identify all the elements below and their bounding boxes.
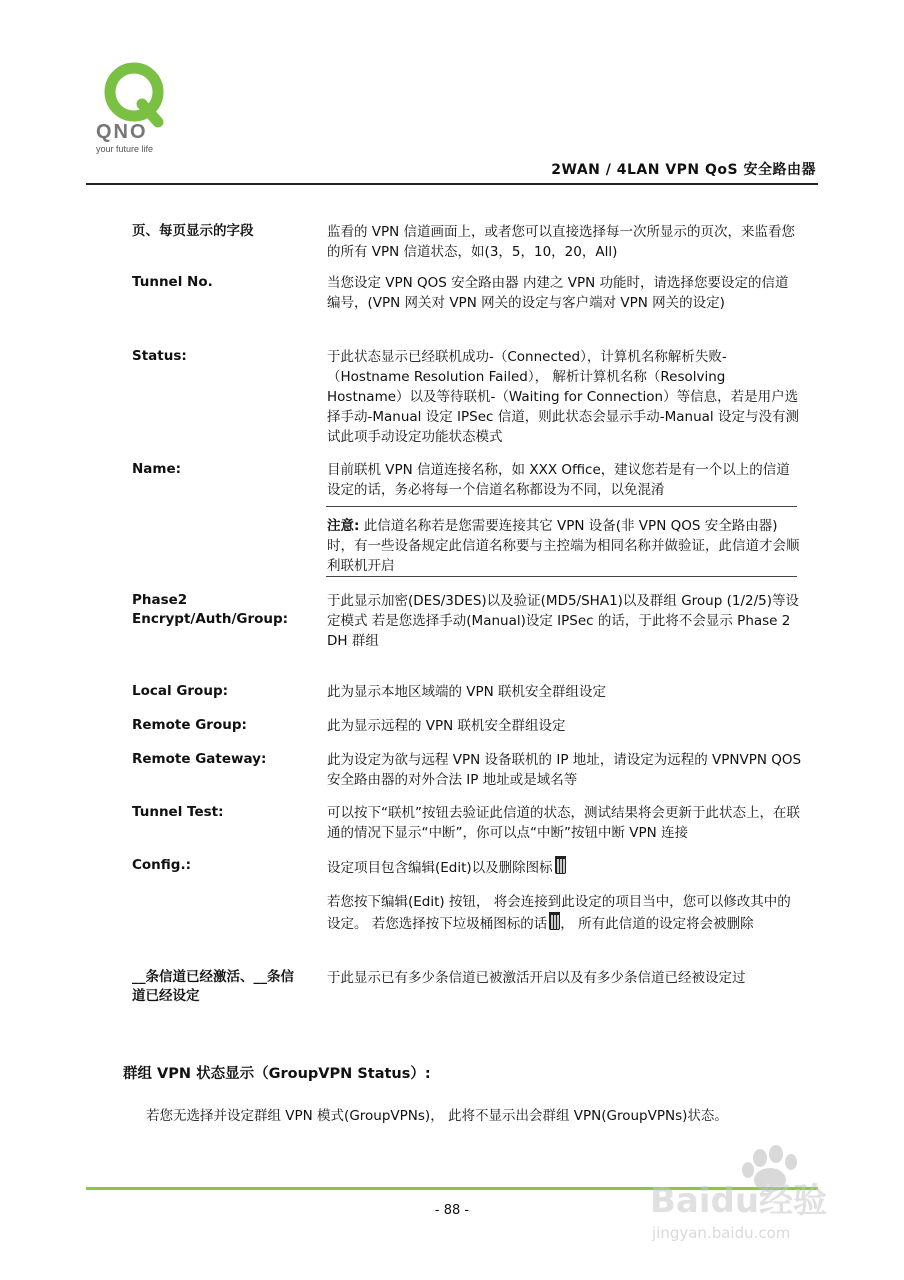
field-desc: 监看的 VPN 信道画面上，或者您可以直接选择每一次所显示的页次，来监看您的所有 VPN 信道状态，如(3，5，10，20，All) <box>327 224 796 260</box>
config-detail-b: ， 所有此信道的设定将会被删除 <box>560 916 754 932</box>
field-desc: 可以按下“联机”按钮去验证此信道的状态，测试结果将会更新于此状态上，在联通的情况下显示“中断”，你可以点“中断”按钮中断 VPN 连接 <box>327 805 800 841</box>
note-label: 注意: <box>327 518 360 534</box>
field-desc <box>327 892 802 934</box>
field-desc: 目前联机 VPN 信道连接名称，如 XXX Office，建议您若是有一个以上的信道设定的话，务必将每一个信道名称都设为不同，以免混淆 <box>327 462 790 498</box>
field-label: __条信道已经激活、__条信道已经设定 <box>132 969 294 1004</box>
section-body: 若您无选择并设定群组 VPN 模式(GroupVPNs)， 此将不显示出会群组 VPN(GroupVPNs)状态。 <box>146 1108 728 1124</box>
field-desc: 当您设定 VPN QOS 安全路由器 内建之 VPN 功能时，请选择您要设定的信道编号，(VPN 网关对 VPN 网关的设定与客户端对 VPN 网关的设定) <box>327 275 789 311</box>
field-desc <box>327 856 802 878</box>
field-label: Remote Gateway: <box>132 751 267 767</box>
config-desc-text: 设定项目包含编辑(Edit)以及删除图标 <box>327 860 553 876</box>
field-label: Tunnel Test: <box>132 804 224 820</box>
trash-icon <box>549 912 560 930</box>
note-body: 此信道名称若是您需要连接其它 VPN 设备(非 VPN QOS 安全路由器)时，有一些设备规定此信道名称要与主控端为相同名称并做验证，此信道才会顺利联机开启 <box>327 518 800 574</box>
field-label: Tunnel No. <box>132 274 213 290</box>
field-desc: 此为显示远程的 VPN 联机安全群组设定 <box>327 718 566 734</box>
note-bottom-rule <box>326 576 797 577</box>
section-title: 群组 VPN 状态显示（GroupVPN Status）: <box>123 1066 431 1082</box>
page-number: - 88 - <box>434 1203 470 1218</box>
header-title: 2WAN / 4LAN VPN QoS 安全路由器 <box>551 162 816 178</box>
trash-icon <box>555 856 566 874</box>
note-top-rule <box>326 506 797 507</box>
field-label: Name: <box>132 461 182 477</box>
field-desc: 此为设定为欲与远程 VPN 设备联机的 IP 地址，请设定为远程的 VPNVPN QOS 安全路由器的对外合法 IP 地址或是域名等 <box>327 752 802 788</box>
field-desc: 于此显示已有多少条信道已被激活开启以及有多少条信道已经被设定过 <box>327 970 746 986</box>
field-desc: 于此状态显示已经联机成功-（Connected），计算机名称解析失败-（Hostname Resolution Failed）， 解析计算机名称（Resolving Hostname）以及等待联机-（Waiting for Connection）等信息，若是用户选择手动-Manual 设定 IPSec 信道，则此状态会显示手动-Manual 设定与没有测试此项手动设定功能状态模式 <box>327 349 799 445</box>
field-label: Remote Group: <box>132 717 247 733</box>
field-label: Local Group: <box>132 683 229 699</box>
field-desc: 此为显示本地区域端的 VPN 联机安全群组设定 <box>327 684 607 700</box>
field-label: Status: <box>132 348 187 364</box>
watermark-url: jingyan.baidu.com <box>652 1224 791 1242</box>
qno-logo <box>96 60 176 160</box>
field-label: 页、每页显示的字段 <box>132 223 254 239</box>
logo-text: QNO <box>96 121 148 143</box>
field-label: Phase2 Encrypt/Auth/Group: <box>132 592 289 627</box>
header-divider <box>86 183 818 185</box>
baidu-watermark <box>648 1140 858 1250</box>
note-text <box>327 516 802 576</box>
watermark-brand: Baidu经验 <box>650 1181 828 1221</box>
field-label: Config.: <box>132 857 191 873</box>
logo-tagline: your future life <box>96 144 154 154</box>
config-detail-a: 若您按下编辑(Edit) 按钮， 将会连接到此设定的项目当中，您可以修改其中的设定。 若您选择按下垃圾桶图标的话 <box>327 894 791 932</box>
field-desc: 于此显示加密(DES/3DES)以及验证(MD5/SHA1)以及群组 Group (1/2/5)等设定模式 若是您选择手动(Manual)设定 IPSec 的话，于此将不会显示 Phase 2 DH 群组 <box>327 593 799 649</box>
